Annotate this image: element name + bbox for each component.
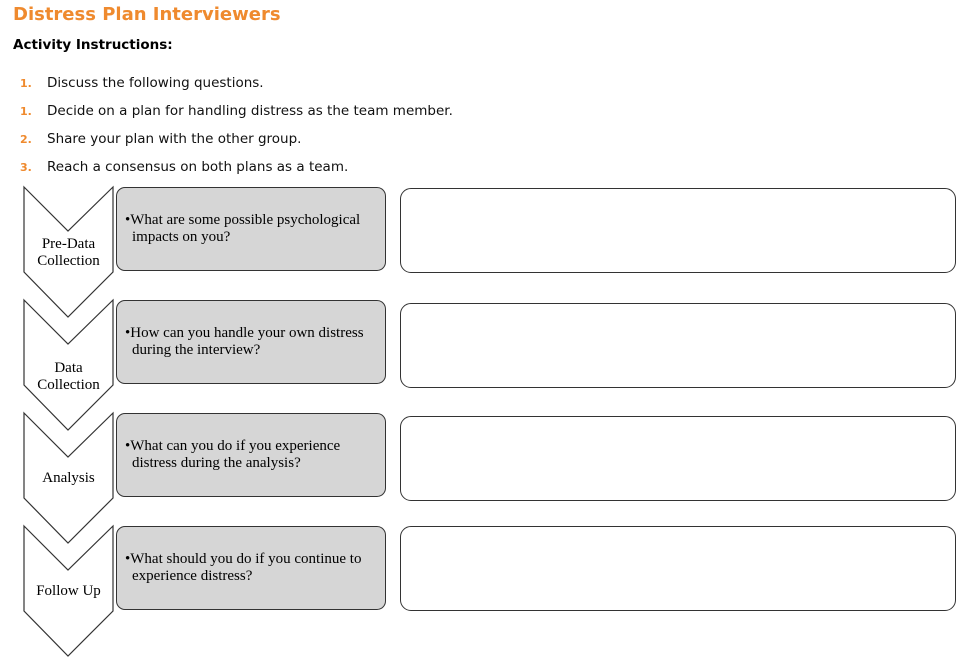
step-text: Discuss the following questions.	[47, 75, 264, 91]
page-title: Distress Plan Interviewers	[13, 4, 281, 25]
answer-box-pre-data-collection[interactable]	[400, 188, 956, 273]
step-number: 2.	[20, 133, 32, 146]
question-text: •What are some possible psychological impacts on you?	[125, 212, 361, 245]
stage-label-pre-data-collection: Pre-Data Collection	[37, 236, 100, 269]
stage-label-data-collection: Data Collection	[37, 360, 100, 393]
question-box-follow-up	[116, 526, 386, 610]
step-number: 3.	[20, 161, 32, 174]
stage-label-follow-up: Follow Up	[36, 583, 101, 599]
step-number: 1.	[20, 77, 32, 90]
question-box-pre-data-collection	[116, 187, 386, 271]
question-text: •What should you do if you continue to experience distress?	[125, 551, 362, 584]
stage-label-analysis: Analysis	[42, 470, 95, 486]
activity-instructions-heading: Activity Instructions:	[13, 37, 173, 53]
question-text: •What can you do if you experience distress during the analysis?	[125, 438, 341, 471]
question-box-analysis	[116, 413, 386, 497]
question-box-data-collection	[116, 300, 386, 384]
step-text: Share your plan with the other group.	[47, 131, 302, 147]
answer-box-follow-up[interactable]	[400, 526, 956, 611]
step-number: 1.	[20, 105, 32, 118]
step-text: Reach a consensus on both plans as a team.	[47, 159, 349, 175]
question-text: •How can you handle your own distress during the interview?	[125, 325, 364, 358]
answer-box-data-collection[interactable]	[400, 303, 956, 388]
answer-box-analysis[interactable]	[400, 416, 956, 501]
step-text: Decide on a plan for handling distress as the team member.	[47, 103, 453, 119]
